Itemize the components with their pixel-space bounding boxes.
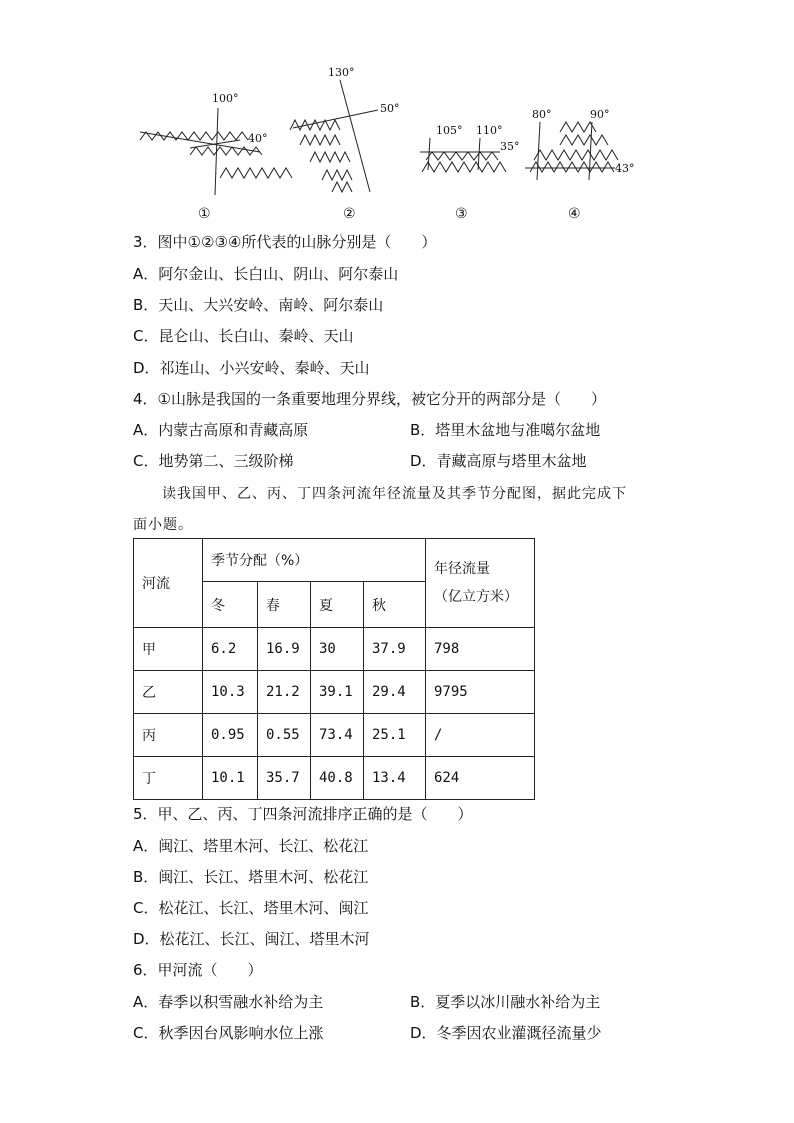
table-row bbox=[134, 714, 535, 757]
summer-value: 73.4 bbox=[311, 714, 364, 757]
spring-value: 0.55 bbox=[258, 714, 311, 757]
q4-option-b[interactable]: B．塔里木盆地与准噶尔盆地 bbox=[410, 421, 601, 439]
winter-value: 0.95 bbox=[203, 714, 258, 757]
flow-value: 798 bbox=[426, 628, 535, 671]
river-name: 丙 bbox=[134, 714, 203, 757]
q6-option-c[interactable]: C．秋季因台风影响水位上涨 bbox=[133, 1024, 324, 1042]
mountain-figure bbox=[130, 60, 635, 230]
caption-4: ④ bbox=[568, 206, 581, 222]
autumn-value: 37.9 bbox=[364, 628, 426, 671]
flow-value: 9795 bbox=[426, 671, 535, 714]
flow-value: / bbox=[426, 714, 535, 757]
label-m4-lon2: 90° bbox=[590, 108, 610, 121]
q4-stem: 4．①山脉是我国的一条重要地理分界线，被它分开的两部分是（ ） bbox=[133, 390, 606, 408]
mountain-range-4 bbox=[525, 122, 618, 180]
autumn-value: 25.1 bbox=[364, 714, 426, 757]
q3-option-d[interactable]: D．祁连山、小兴安岭、秦岭、天山 bbox=[133, 359, 370, 377]
header-autumn: 秋 bbox=[364, 582, 426, 628]
header-season: 季节分配（%） bbox=[203, 539, 426, 582]
q5-option-b[interactable]: B．闽江、长江、塔里木河、松花江 bbox=[133, 868, 369, 886]
header-flow-unit: （亿立方米） bbox=[434, 589, 518, 605]
label-m1-lat: 40° bbox=[248, 132, 268, 145]
table-row bbox=[134, 671, 535, 714]
mountain-range-1 bbox=[140, 108, 292, 195]
header-summer: 夏 bbox=[311, 582, 364, 628]
intro-line-1: 读我国甲、乙、丙、丁四条河流年径流量及其季节分配图，据此完成下 bbox=[162, 486, 627, 502]
label-m2-lon: 130° bbox=[328, 66, 355, 79]
q4-option-a[interactable]: A．内蒙古高原和青藏高原 bbox=[133, 421, 309, 439]
q3-option-a[interactable]: A．阿尔金山、长白山、阴山、阿尔泰山 bbox=[133, 265, 399, 283]
summer-value: 40.8 bbox=[311, 757, 364, 800]
mountain-diagram bbox=[130, 60, 635, 230]
label-m3-lat: 35° bbox=[500, 140, 520, 153]
mountain-range-3 bbox=[420, 138, 506, 172]
table-row bbox=[134, 757, 535, 800]
spring-value: 16.9 bbox=[258, 628, 311, 671]
q6-stem: 6．甲河流（ ） bbox=[133, 961, 263, 979]
q6-option-d[interactable]: D．冬季因农业灌溉径流量少 bbox=[410, 1024, 602, 1042]
river-name: 丁 bbox=[134, 757, 203, 800]
header-flow bbox=[426, 539, 535, 628]
q5-stem: 5．甲、乙、丙、丁四条河流排序正确的是（ ） bbox=[133, 805, 473, 823]
mountain-range-2 bbox=[290, 80, 378, 192]
intro-line-2: 面小题。 bbox=[133, 517, 193, 533]
q5-option-d[interactable]: D．松花江、长江、闽江、塔里木河 bbox=[133, 930, 370, 948]
label-m1-lon: 100° bbox=[212, 92, 239, 105]
table-row bbox=[134, 628, 535, 671]
river-name: 甲 bbox=[134, 628, 203, 671]
autumn-value: 13.4 bbox=[364, 757, 426, 800]
spring-value: 35.7 bbox=[258, 757, 311, 800]
flow-value: 624 bbox=[426, 757, 535, 800]
label-m2-lat: 50° bbox=[380, 102, 400, 115]
q3-option-b[interactable]: B．天山、大兴安岭、南岭、阿尔泰山 bbox=[133, 296, 384, 314]
autumn-value: 29.4 bbox=[364, 671, 426, 714]
q4-option-c[interactable]: C．地势第二、三级阶梯 bbox=[133, 452, 294, 470]
q6-option-a[interactable]: A．春季以积雪融水补给为主 bbox=[133, 993, 324, 1011]
header-spring: 春 bbox=[258, 582, 311, 628]
label-m3-lon2: 110° bbox=[476, 124, 503, 137]
caption-3: ③ bbox=[455, 206, 468, 222]
caption-2: ② bbox=[343, 206, 356, 222]
q3-option-c[interactable]: C．昆仑山、长白山、秦岭、天山 bbox=[133, 327, 354, 345]
q6-option-b[interactable]: B．夏季以冰川融水补给为主 bbox=[410, 993, 601, 1011]
river-name: 乙 bbox=[134, 671, 203, 714]
river-flow-table bbox=[133, 538, 535, 800]
winter-value: 10.1 bbox=[203, 757, 258, 800]
winter-value: 6.2 bbox=[203, 628, 258, 671]
label-m4-lat: 43° bbox=[615, 162, 635, 175]
label-m3-lon1: 105° bbox=[436, 124, 463, 137]
q4-option-d[interactable]: D．青藏高原与塔里木盆地 bbox=[410, 452, 587, 470]
header-flow-label: 年径流量 bbox=[434, 561, 490, 577]
q5-option-c[interactable]: C．松花江、长江、塔里木河、闽江 bbox=[133, 899, 369, 917]
label-m4-lon1: 80° bbox=[532, 108, 552, 121]
header-winter: 冬 bbox=[203, 582, 258, 628]
summer-value: 30 bbox=[311, 628, 364, 671]
caption-1: ① bbox=[198, 206, 211, 222]
q3-stem: 3．图中①②③④所代表的山脉分别是（ ） bbox=[133, 233, 437, 251]
summer-value: 39.1 bbox=[311, 671, 364, 714]
q5-option-a[interactable]: A．闽江、塔里木河、长江、松花江 bbox=[133, 837, 369, 855]
spring-value: 21.2 bbox=[258, 671, 311, 714]
winter-value: 10.3 bbox=[203, 671, 258, 714]
header-river: 河流 bbox=[134, 539, 203, 628]
